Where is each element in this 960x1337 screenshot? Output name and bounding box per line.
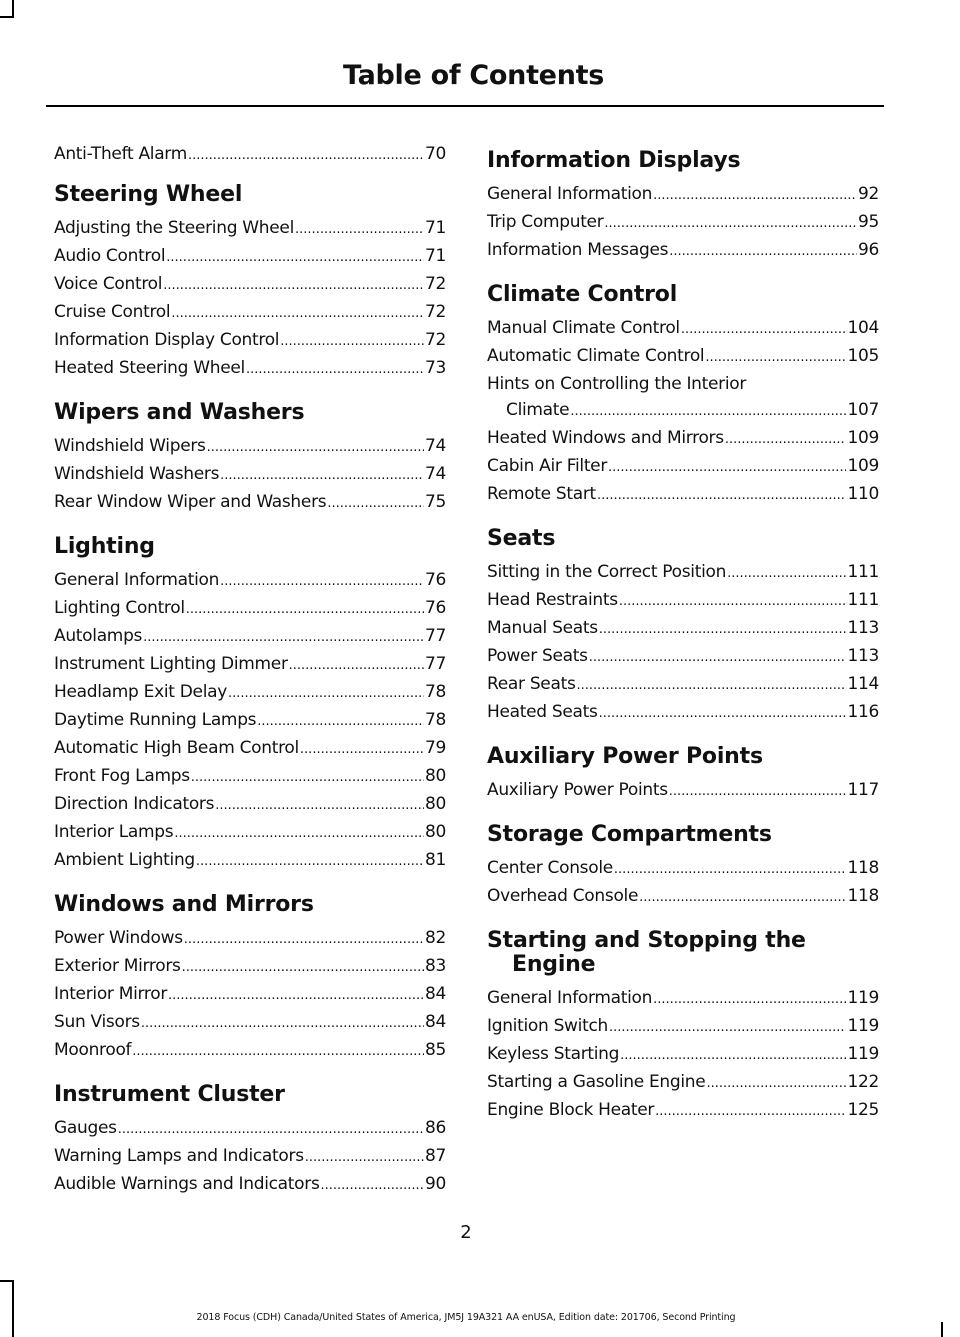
toc-section-seats (487, 527, 879, 727)
toc-entry[interactable]: Windshield Wipers ..... 74 (54, 433, 446, 461)
toc-section-lighting (54, 535, 446, 875)
section-heading-line1: Starting and Stopping the (487, 928, 806, 953)
toc-section-storage (487, 823, 879, 911)
page-footer: 2018 Focus (CDH) Canada/United States of America, JM5J 19A321 AA enUSA, Edition date: 201706, Second Printing (196, 1312, 736, 1323)
toc-entry[interactable]: Information Messages ..... 96 (487, 237, 879, 265)
toc-entry[interactable]: Cruise Control ..... 72 (54, 299, 446, 327)
toc-entry[interactable]: Head Restraints ..... 111 (487, 587, 879, 615)
toc-entry[interactable]: Interior Mirror ..... 84 (54, 981, 446, 1009)
toc-entry[interactable]: Instrument Lighting Dimmer ..... 77 (54, 651, 446, 679)
toc-entry[interactable]: Heated Steering Wheel ..... 73 (54, 355, 446, 383)
toc-entry[interactable]: Rear Seats ..... 114 (487, 671, 879, 699)
section-heading: Seats (487, 526, 556, 551)
crop-mark-top-left-h (0, 16, 14, 18)
toc-entry[interactable]: Power Seats ..... 113 (487, 643, 879, 671)
toc-entry[interactable]: Power Windows ..... 82 (54, 925, 446, 953)
toc-entry[interactable]: Manual Seats ..... 113 (487, 615, 879, 643)
toc-entry[interactable]: Center Console ..... 118 (487, 855, 879, 883)
toc-entry[interactable]: Rear Window Wiper and Washers ..... 75 (54, 489, 446, 517)
toc-left-column (54, 141, 446, 1217)
section-heading: Instrument Cluster (54, 1082, 285, 1107)
toc-intro (54, 141, 446, 169)
toc-entry[interactable]: General Information ..... 76 (54, 567, 446, 595)
toc-entry[interactable]: Heated Seats ..... 116 (487, 699, 879, 727)
section-heading: Windows and Mirrors (54, 892, 314, 917)
toc-entry[interactable]: Overhead Console ..... 118 (487, 883, 879, 911)
toc-entry[interactable]: Auxiliary Power Points ..... 117 (487, 777, 879, 805)
toc-entry[interactable]: Ignition Switch ..... 119 (487, 1013, 879, 1041)
section-heading: Steering Wheel (54, 182, 243, 207)
toc-entry[interactable]: Hints on Controlling the Interior Climate ..... 107 (487, 371, 879, 425)
toc-entry[interactable]: Lighting Control ..... 76 (54, 595, 446, 623)
toc-entry[interactable]: Audible Warnings and Indicators ..... 90 (54, 1171, 446, 1199)
toc-entry[interactable]: Voice Control ..... 72 (54, 271, 446, 299)
toc-entry[interactable]: Gauges ..... 86 (54, 1115, 446, 1143)
toc-entry[interactable]: Daytime Running Lamps ..... 78 (54, 707, 446, 735)
toc-entry[interactable]: Audio Control ..... 71 (54, 243, 446, 271)
toc-entry[interactable]: Trip Computer ..... 95 (487, 209, 879, 237)
toc-section-auxiliary-power (487, 745, 879, 805)
toc-entry[interactable]: Information Display Control ..... 72 (54, 327, 446, 355)
toc-entry[interactable]: Headlamp Exit Delay ..... 78 (54, 679, 446, 707)
toc-entry[interactable]: General Information ..... 92 (487, 181, 879, 209)
toc-entry[interactable]: Direction Indicators ..... 80 (54, 791, 446, 819)
toc-section-information-displays (487, 149, 879, 265)
toc-right-column (487, 141, 879, 1143)
toc-section-wipers (54, 401, 446, 517)
section-heading: Information Displays (487, 148, 741, 173)
page-title: Table of Contents (342, 60, 604, 91)
toc-section-steering-wheel (54, 183, 446, 383)
toc-entry[interactable]: Keyless Starting ..... 119 (487, 1041, 879, 1069)
toc-entry[interactable]: Windshield Washers ..... 74 (54, 461, 446, 489)
toc-entry[interactable]: Exterior Mirrors ..... 83 (54, 953, 446, 981)
toc-entry[interactable]: Sun Visors ..... 84 (54, 1009, 446, 1037)
toc-entry[interactable]: Anti-Theft Alarm ..... 70 (54, 141, 446, 169)
section-heading-line2: Engine (512, 952, 596, 977)
crop-mark-bottom-left-h (0, 1280, 14, 1282)
toc-entry[interactable]: Heated Windows and Mirrors ..... 109 (487, 425, 879, 453)
toc-entry[interactable]: Autolamps ..... 77 (54, 623, 446, 651)
toc-entry[interactable]: Cabin Air Filter ..... 109 (487, 453, 879, 481)
section-heading: Auxiliary Power Points (487, 744, 763, 769)
toc-section-starting-stopping (487, 929, 879, 1125)
toc-entry[interactable]: Manual Climate Control ..... 104 (487, 315, 879, 343)
section-heading: Lighting (54, 534, 155, 559)
section-heading: Climate Control (487, 282, 678, 307)
toc-entry[interactable]: Automatic Climate Control ..... 105 (487, 343, 879, 371)
toc-entry[interactable]: General Information ..... 119 (487, 985, 879, 1013)
toc-entry[interactable]: Warning Lamps and Indicators ..... 87 (54, 1143, 446, 1171)
toc-section-windows (54, 893, 446, 1065)
crop-mark-bottom-left (12, 1280, 14, 1337)
toc-entry[interactable]: Starting a Gasoline Engine ..... 122 (487, 1069, 879, 1097)
toc-entry[interactable]: Engine Block Heater ..... 125 (487, 1097, 879, 1125)
toc-entry[interactable]: Adjusting the Steering Wheel ..... 71 (54, 215, 446, 243)
toc-section-instrument-cluster (54, 1083, 446, 1199)
section-heading: Storage Compartments (487, 822, 772, 847)
toc-entry[interactable]: Interior Lamps ..... 80 (54, 819, 446, 847)
toc-entry[interactable]: Sitting in the Correct Position ..... 111 (487, 559, 879, 587)
header-divider (46, 105, 884, 107)
toc-section-climate-control (487, 283, 879, 509)
section-heading: Wipers and Washers (54, 400, 305, 425)
section-heading (487, 929, 879, 977)
crop-mark-bottom-right (941, 1322, 943, 1337)
toc-entry[interactable]: Remote Start ..... 110 (487, 481, 879, 509)
toc-entry[interactable]: Automatic High Beam Control ..... 79 (54, 735, 446, 763)
page-number: 2 (460, 1222, 472, 1243)
toc-entry[interactable]: Moonroof ..... 85 (54, 1037, 446, 1065)
toc-entry[interactable]: Front Fog Lamps ..... 80 (54, 763, 446, 791)
toc-entry[interactable]: Ambient Lighting ..... 81 (54, 847, 446, 875)
crop-mark-top-left (12, 0, 14, 16)
